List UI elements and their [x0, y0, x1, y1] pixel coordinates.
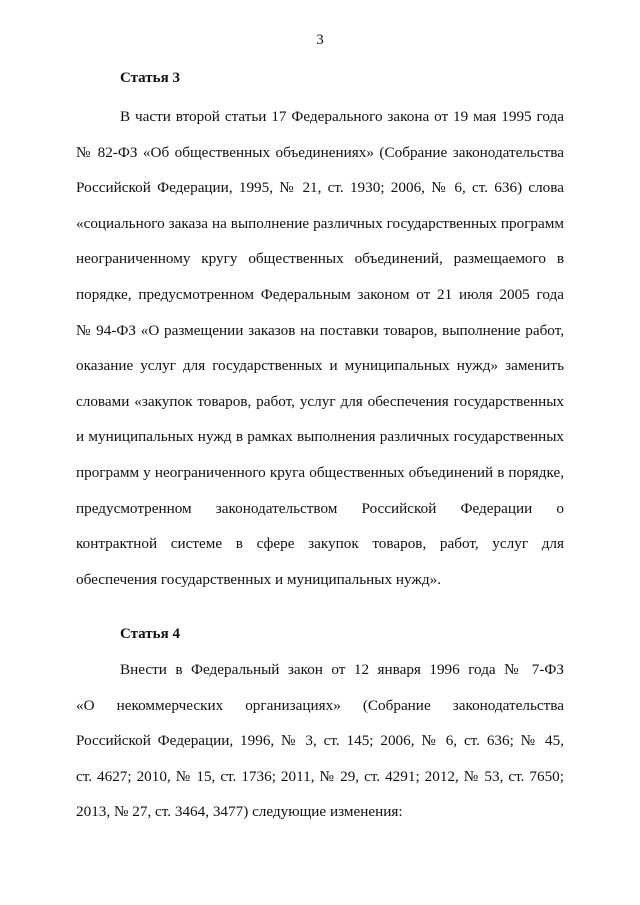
text-line: ст. 4627; 2010, № 15, ст. 1736; 2011, № 29, ст. 4291; 2012, № 53, ст. 7650;	[76, 767, 564, 785]
text-line: Внести в Федеральный закон от 12 января 1996 года № 7-ФЗ	[120, 661, 564, 678]
text-line: неограниченному кругу общественных объединений, размещаемого в	[76, 250, 564, 268]
article-4-heading: Статья 4	[120, 626, 180, 642]
text-line: «О некоммерческих организациях» (Собрание законодательства	[76, 696, 564, 714]
text-line: программ у неограниченного круга общественных объединений в порядке,	[76, 463, 564, 481]
text-line: «социального заказа на выполнение различных государственных программ	[76, 214, 564, 232]
text-line: № 94-ФЗ «О размещении заказов на поставки товаров, выполнение работ,	[76, 321, 564, 339]
text-line: словами «закупок товаров, работ, услуг для обеспечения государственных	[76, 392, 564, 410]
article-3-body	[76, 99, 564, 597]
text-line: обеспечения государственных и муниципальных нужд».	[76, 570, 442, 588]
article-4-body	[76, 652, 564, 830]
text-line: 2013, № 27, ст. 3464, 3477) следующие изменения:	[76, 803, 403, 821]
page-number: 3	[316, 32, 324, 48]
text-line: Российской Федерации, 1995, № 21, ст. 1930; 2006, № 6, ст. 636) слова	[76, 179, 564, 197]
text-line: оказание услуг для государственных и муниципальных нужд» заменить	[76, 357, 564, 375]
text-line: № 82-ФЗ «Об общественных объединениях» (Собрание законодательства	[76, 143, 564, 161]
text-line: предусмотренном законодательством Российской Федерации о	[76, 499, 564, 517]
article-3-heading: Статья 3	[120, 70, 180, 86]
text-line: В части второй статьи 17 Федерального закона от 19 мая 1995 года	[120, 108, 564, 125]
text-line: контрактной системе в сфере закупок товаров, работ, услуг для	[76, 535, 564, 553]
text-line: порядке, предусмотренном Федеральным законом от 21 июля 2005 года	[76, 285, 564, 303]
text-line: Российской Федерации, 1996, № 3, ст. 145; 2006, № 6, ст. 636; № 45,	[76, 732, 564, 750]
text-line: и муниципальных нужд в рамках выполнения различных государственных	[76, 428, 564, 446]
